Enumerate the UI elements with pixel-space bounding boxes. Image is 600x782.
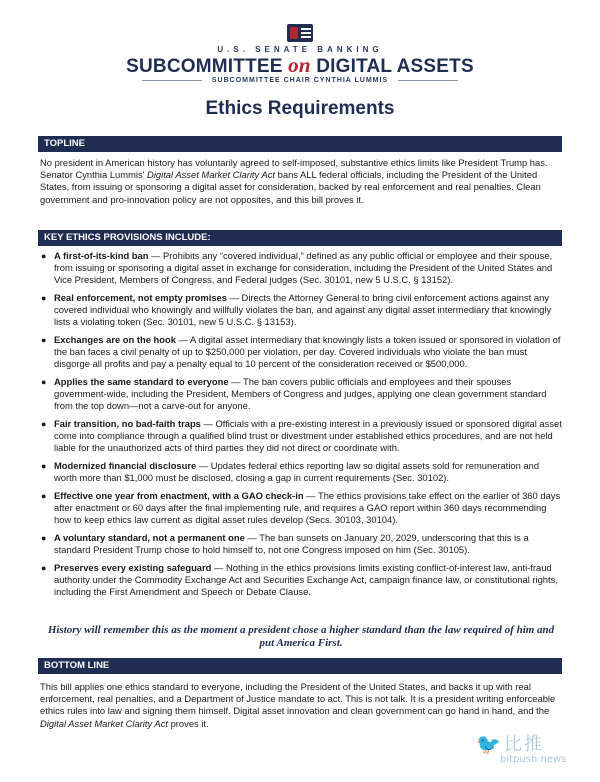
provision-lead: Effective one year from enactment, with a GAO check-in (54, 489, 304, 501)
logo-wrap (0, 24, 600, 47)
bottom-line-text-b: proves it. (167, 717, 209, 729)
watermark-url: bitpush.news (500, 754, 567, 765)
provision-text: — The ban sunsets on January 20, 2029, underscoring that this is a standard President Trump chose to hold himself to, not one Congress imposed on him (Sec. 30105). (54, 531, 529, 555)
provision-lead: A first-of-its-kind ban (54, 250, 149, 261)
provision-text: — A digital asset intermediary that knowingly lists a token issued or sponsored in violation of the ban faces a civil penalty of up to $250,000 per violation, per day. Covered individuals who violate the ban must disgorge all profits and pay a penalty equal to 10 percent of the consideration received or $500,000. (54, 334, 561, 370)
bullet-icon: ● (41, 293, 47, 303)
provision-text: — The ethics provisions take effect on the earlier of 360 days after enactment or 60 days after the final implementing rule, and requires a GAO report within 360 days recommending how to keep ethics law current as digital asset rules develop (Secs. 30103, 30104). (54, 489, 561, 526)
flag-logo-icon (287, 24, 313, 42)
watermark (476, 728, 586, 768)
provision-lead: Real enforcement, not empty promises (54, 292, 227, 303)
list-item (40, 532, 562, 556)
page-title: Ethics Requirements (205, 98, 395, 119)
list-item (40, 334, 562, 371)
bottom-line-text-a: This bill applies one ethics standard to everyone, including the President of the United States, and backs it up with real enforcement, real penalties, and a Department of Justice mandate to act. This is not talk. It is a president writing enforceable ethics rules into law and signing them himself. Digital asset innovation and clean government can go hand in hand, and the (40, 681, 556, 717)
bullet-icon: ● (41, 335, 47, 345)
bullet-icon: ● (41, 490, 47, 501)
provisions-list (40, 250, 562, 604)
provision-lead: Applies the same standard to everyone (54, 376, 229, 387)
list-item (40, 376, 562, 413)
chair-line: SUBCOMMITTEE CHAIR CYNTHIA LUMMIS (211, 77, 389, 84)
list-item (40, 562, 562, 599)
bullet-icon: ● (41, 377, 47, 387)
header-tagline: U.S. SENATE BANKING (217, 45, 383, 54)
bottom-line-heading: BOTTOM LINE (38, 658, 562, 674)
provision-lead: A voluntary standard, not a permanent one (54, 531, 245, 543)
provision-text: — Updates federal ethics reporting law so digital assets sold for remuneration and worth more than $1,000 must be disclosed, closing a gap in current requirements (Sec. 30102). (54, 460, 540, 484)
provisions-heading: KEY ETHICS PROVISIONS INCLUDE: (38, 230, 562, 246)
provision-text: — Nothing in the ethics provisions limits existing conflict-of-interest law, anti-fraud authority under the Commodity Exchange Act and Securities Exchange Act, campaign finance law, or constitutional rights, including the First Amendment and Speech or Debate Clause. (54, 561, 558, 597)
subcommittee-title-on: on (288, 53, 311, 77)
topline-text-a: No president in American history has voluntarily agreed to self-imposed, substantive ethics limits like President Trump has. Senator Cynthia Lummis' (40, 157, 548, 181)
bottom-line-act-name: Digital Asset Market Clarity Act (40, 717, 168, 729)
bird-icon: 🐦 (476, 734, 501, 756)
provision-lead: Fair transition, no bad-faith traps (54, 418, 201, 429)
list-item (40, 490, 562, 527)
bullet-icon: ● (41, 461, 47, 471)
watermark-brand: 比推 (504, 734, 544, 754)
subcommittee-title-post: DIGITAL ASSETS (310, 56, 474, 77)
subcommittee-title-pre: SUBCOMMITTEE (126, 56, 289, 77)
list-item (40, 418, 562, 455)
bullet-icon: ● (41, 562, 47, 573)
subcommittee-title (0, 53, 600, 78)
list-item (40, 292, 562, 329)
topline-text-b: bans ALL federal officials, including the President of the United States, from issuing or sponsoring a digital asset for consideration, backed by real enforcement and real penalties. Clean government and pro-innovation policy are not opposites, and this bill proves it. (40, 169, 541, 205)
bullet-icon: ● (41, 532, 47, 543)
list-item (40, 250, 562, 287)
provision-lead: Preserves every existing safeguard (54, 561, 212, 573)
provision-lead: Exchanges are on the hook (54, 334, 176, 345)
bullet-icon: ● (41, 419, 47, 429)
bottom-line-text (40, 681, 562, 730)
provision-text: — The ban covers public officials and employees and their spouses government-wide, including the President, Members of Congress and judges, applying one clean government standard from the top down—not a carve-out for anyone. (54, 376, 547, 412)
bullet-icon: ● (41, 251, 47, 261)
provision-text: — Directs the Attorney General to bring civil enforcement actions against any covered individual who knowingly and willfully violates the ban, and against any digital asset intermediary that knowingly lists a violating token (Sec. 30101, new 5 U.S.C. § 13153). (54, 292, 552, 328)
topline-act-name: Digital Asset Market Clarity Act (147, 169, 276, 181)
topline-heading: TOPLINE (38, 136, 562, 152)
pull-quote: History will remember this as the moment a president chose a higher standard than the law required of him and put America First. (47, 624, 555, 649)
chair-rule-right (398, 80, 458, 81)
provision-text: — Prohibits any “covered individual,” defined as any public official or employee and their spouse, from issuing or sponsoring a digital asset in exchange for consideration, including the President of the United States and Vice President, Members of Congress, and Federal judges (Sec. 30101, new 5 U.S.C. § 13152). (54, 250, 553, 286)
list-item (40, 460, 562, 484)
provision-text: — Officials with a pre-existing interest in a previously issued or sponsored digital asset come into compliance through a qualified blind trust or divestment under established ethics procedures, and are not held liable for the unauthorized acts of third parties they did not direct or coordinate with. (54, 418, 562, 454)
topline-text (40, 157, 562, 206)
provision-lead: Modernized financial disclosure (54, 460, 197, 471)
